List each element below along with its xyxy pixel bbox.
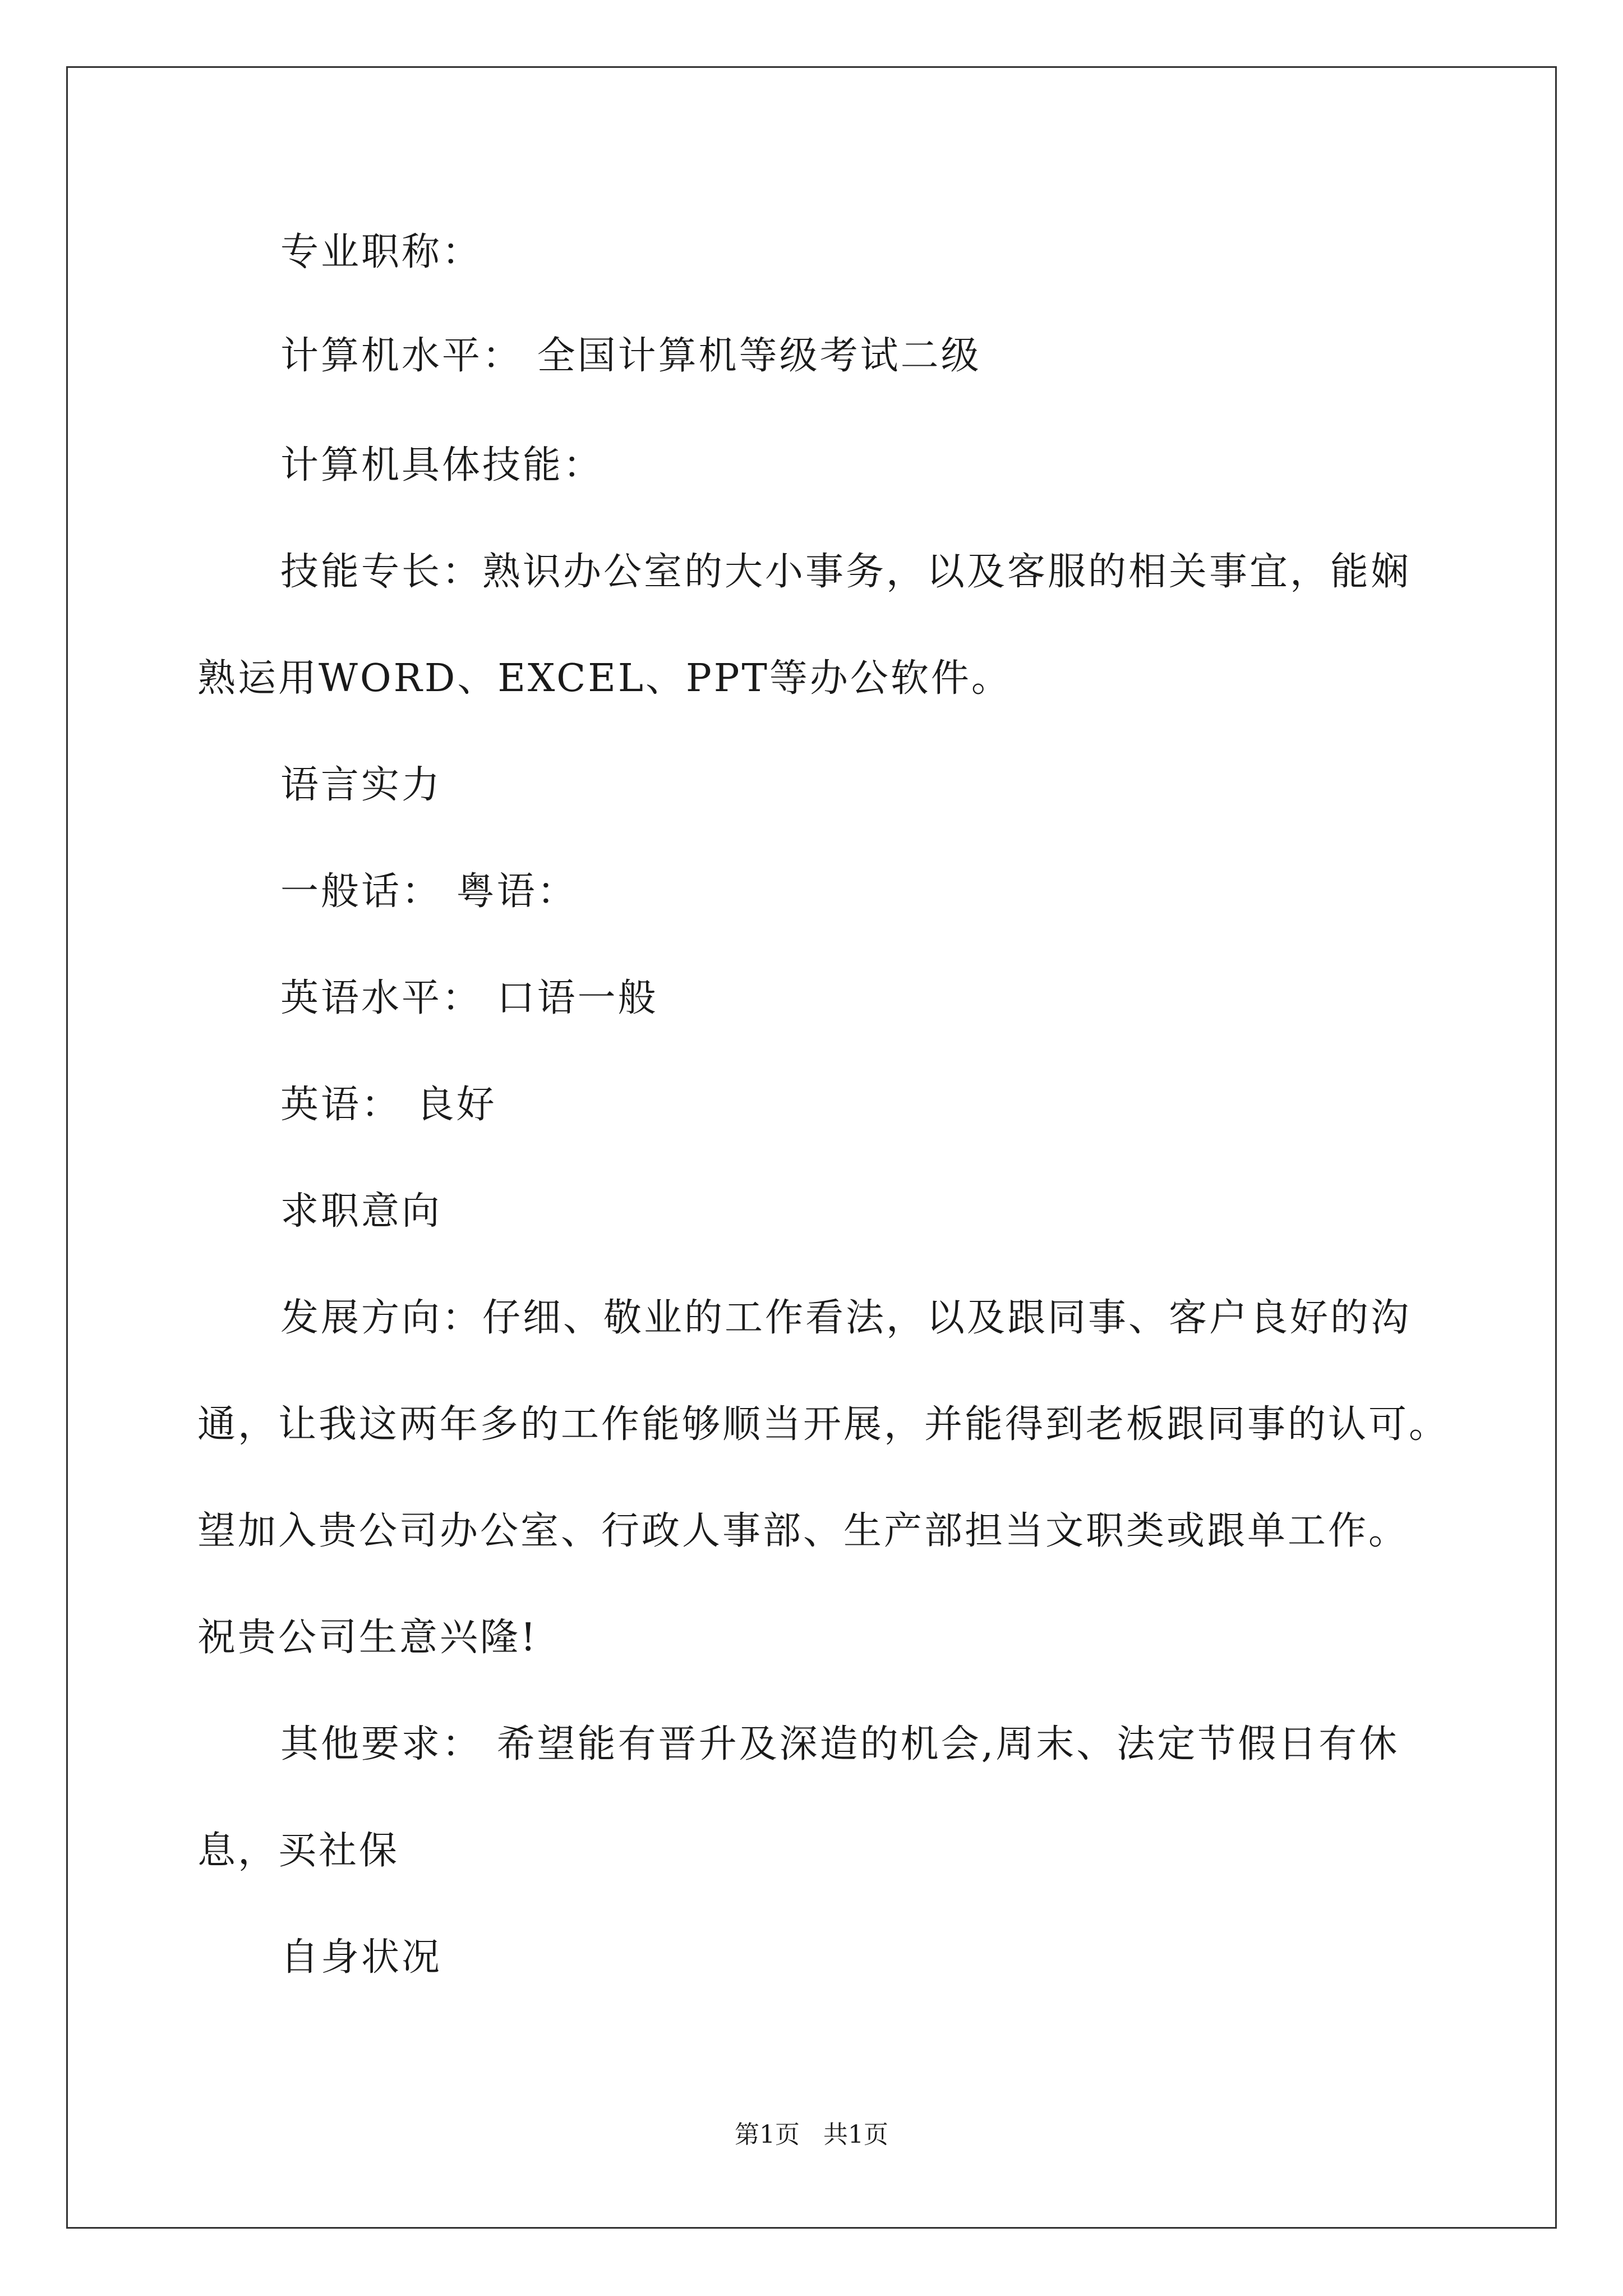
line-computer-level: 计算机水平： 全国计算机等级考试二级 [280, 334, 981, 378]
page-footer [0, 2119, 1623, 2151]
line-english-level: 英语水平： 口语一般 [280, 976, 658, 1020]
line-development-2: 通，让我这两年多的工作能够顺当开展，并能得到老板跟同事的认可。 [197, 1402, 1450, 1447]
line-english: 英语： 良好 [280, 1083, 497, 1127]
line-skill-specialty-2: 熟运用WORD、EXCEL、PPT等办公软件。 [197, 656, 1012, 701]
line-computer-skills: 计算机具体技能： [280, 443, 604, 487]
line-other-requirements-2: 息，买社保 [197, 1829, 400, 1873]
line-other-requirements-1: 其他要求： 希望能有晋升及深造的机会,周末、法定节假日有休 [280, 1722, 1400, 1766]
line-mandarin-cantonese: 一般话： 粤语： [280, 869, 578, 914]
line-development-4: 祝贵公司生意兴隆! [197, 1616, 538, 1660]
page-number-total: 共1页 [823, 2120, 888, 2149]
line-development-1: 发展方向：仔细、敬业的工作看法，以及跟同事、客户良好的沟 [280, 1296, 1412, 1340]
line-skill-specialty-1: 技能专长：熟识办公室的大小事务，以及客服的相关事宜，能娴 [280, 550, 1412, 594]
line-development-3: 望加入贵公司办公室、行政人事部、生产部担当文职类或跟单工作。 [197, 1509, 1409, 1553]
line-professional-title: 专业职称： [280, 230, 483, 274]
line-job-intention-heading: 求职意向 [280, 1189, 442, 1234]
line-personal-status-heading: 自身状况 [280, 1935, 442, 1980]
page-number-current: 第1页 [735, 2120, 800, 2149]
line-language-heading: 语言实力 [280, 763, 442, 807]
